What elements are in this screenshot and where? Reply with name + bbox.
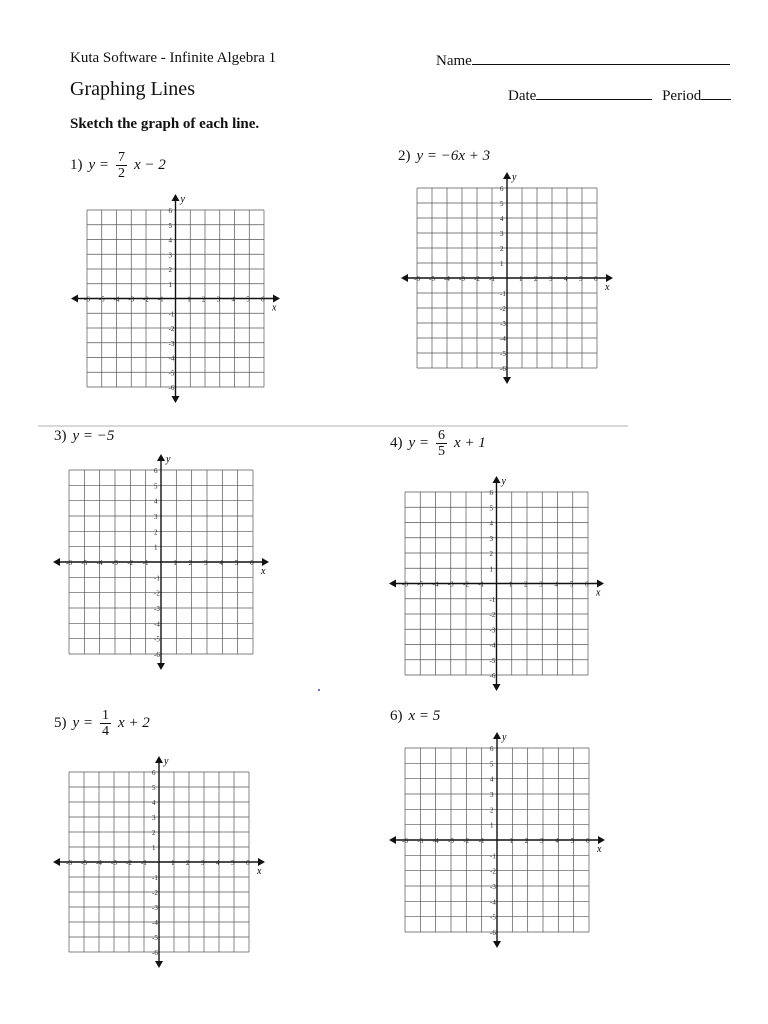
problem-5 xyxy=(54,708,150,739)
x-tick-label: -1 xyxy=(142,559,149,567)
y-tick-label: 5 xyxy=(489,504,493,513)
problem-6 xyxy=(390,708,440,725)
x-tick-label: 5 xyxy=(246,295,250,304)
y-tick-label: -2 xyxy=(500,305,506,313)
x-axis-right-arrow xyxy=(273,295,280,303)
stray-mark xyxy=(318,689,320,691)
equation-prefix: y = −5 xyxy=(72,428,115,444)
y-tick-label: 6 xyxy=(489,489,493,497)
y-axis-bottom-arrow xyxy=(172,396,180,403)
y-tick-label: 2 xyxy=(490,806,494,815)
y-tick-label: -2 xyxy=(154,589,160,598)
x-tick-label: 6 xyxy=(261,295,265,304)
y-axis-bottom-arrow xyxy=(493,941,501,948)
y-tick-label: -6 xyxy=(168,384,175,392)
y-tick-label: 3 xyxy=(490,791,494,799)
equation-prefix: y = xyxy=(88,157,110,173)
x-tick-label: -3 xyxy=(112,559,118,567)
equation-prefix: y = xyxy=(72,715,94,731)
x-tick-label: 2 xyxy=(188,559,193,567)
y-tick-label: 4 xyxy=(489,519,493,528)
x-tick-label: -3 xyxy=(459,275,465,283)
x-axis-right-arrow xyxy=(262,558,269,566)
y-tick-label: 1 xyxy=(154,543,158,552)
y-tick-label: -4 xyxy=(489,641,496,650)
x-axis-left-arrow xyxy=(53,558,60,566)
y-tick-label: 5 xyxy=(500,200,504,208)
x-tick-label: 1 xyxy=(187,295,191,304)
x-tick-label: 6 xyxy=(594,275,598,283)
equation-suffix: x − 2 xyxy=(134,157,166,173)
x-tick-label: 4 xyxy=(555,837,559,845)
x-tick-label: 1 xyxy=(519,275,523,283)
x-axis-label: x xyxy=(257,866,262,877)
y-tick-label: 4 xyxy=(490,775,494,784)
grid-group xyxy=(401,172,613,384)
x-tick-label: 2 xyxy=(524,580,528,589)
x-tick-label: 5 xyxy=(579,275,583,283)
y-tick-label: 2 xyxy=(168,266,172,274)
y-tick-label: -2 xyxy=(152,889,158,897)
y-axis-label: y xyxy=(164,756,169,767)
publisher-line: Kuta Software - Infinite Algebra 1 xyxy=(70,50,277,66)
y-tick-label: -5 xyxy=(500,350,506,358)
x-tick-label: -2 xyxy=(127,559,134,567)
equation-fraction: $\frac{6}{5}$ xyxy=(438,428,446,459)
coordinate-grid-3[interactable] xyxy=(47,448,275,676)
x-tick-label: 1 xyxy=(509,837,513,845)
problem-3 xyxy=(54,428,114,445)
equation-prefix: y = xyxy=(408,435,430,451)
y-tick-label: 3 xyxy=(152,814,156,822)
y-tick-label: -6 xyxy=(490,929,496,937)
y-tick-label: -3 xyxy=(500,320,506,328)
x-tick-label: -5 xyxy=(429,275,435,283)
x-tick-label: -3 xyxy=(447,580,454,589)
y-axis-label: y xyxy=(501,476,506,487)
y-tick-label: 4 xyxy=(154,497,158,506)
x-tick-label: -2 xyxy=(463,837,470,845)
x-tick-label: -1 xyxy=(478,580,485,589)
coordinate-grid-5[interactable] xyxy=(47,750,271,974)
y-tick-label: 1 xyxy=(489,565,493,574)
x-axis-left-arrow xyxy=(389,580,396,588)
x-axis-label: x xyxy=(597,844,602,855)
y-tick-label: -4 xyxy=(500,335,506,343)
y-tick-label: 1 xyxy=(500,260,504,268)
y-tick-label: 5 xyxy=(168,221,172,230)
x-axis-right-arrow xyxy=(258,858,265,866)
x-tick-label: -5 xyxy=(98,295,105,304)
equation-fraction: $\frac{1}{4}$ xyxy=(102,708,110,739)
equation-suffix: x + 1 xyxy=(454,435,486,451)
page-title: Graphing Lines xyxy=(70,78,195,100)
y-tick-label: 1 xyxy=(490,821,494,830)
x-axis-label: x xyxy=(605,282,610,293)
grid-group xyxy=(389,476,604,691)
x-tick-label: -4 xyxy=(432,580,439,589)
y-tick-label: -3 xyxy=(490,883,496,891)
y-tick-label: 2 xyxy=(489,550,493,558)
x-tick-label: -6 xyxy=(414,275,420,283)
y-tick-label: -1 xyxy=(154,574,160,583)
x-axis-left-arrow xyxy=(389,836,396,844)
y-tick-label: -3 xyxy=(154,605,160,613)
x-tick-label: 4 xyxy=(564,275,568,283)
y-axis-top-arrow xyxy=(503,172,511,179)
x-tick-label: -5 xyxy=(81,859,87,867)
y-tick-label: 5 xyxy=(490,760,494,769)
x-tick-label: 4 xyxy=(231,295,235,304)
coordinate-grid-2[interactable] xyxy=(395,166,619,390)
y-axis-bottom-arrow xyxy=(155,961,163,968)
y-tick-label: -3 xyxy=(489,626,496,635)
y-tick-label: -6 xyxy=(154,651,160,659)
date-blank[interactable] xyxy=(536,85,652,100)
x-tick-label: -1 xyxy=(141,859,147,867)
x-tick-label: 1 xyxy=(173,559,177,567)
instructions: Sketch the graph of each line. xyxy=(70,116,260,132)
problem-4 xyxy=(390,428,486,459)
x-tick-label: -2 xyxy=(143,295,149,304)
y-tick-label: -4 xyxy=(152,919,158,927)
y-tick-label: 3 xyxy=(168,251,172,260)
x-tick-label: 1 xyxy=(171,859,175,867)
x-tick-label: 4 xyxy=(219,559,223,567)
x-tick-label: -2 xyxy=(463,580,469,589)
y-tick-label: 5 xyxy=(152,784,156,792)
y-axis-label: y xyxy=(166,454,171,465)
y-tick-label: -2 xyxy=(168,325,175,333)
grid-group xyxy=(53,454,269,670)
x-tick-label: -4 xyxy=(113,295,120,304)
x-tick-label: 6 xyxy=(585,580,589,589)
y-tick-label: -1 xyxy=(500,290,506,298)
name-blank[interactable] xyxy=(472,50,730,65)
x-tick-label: -4 xyxy=(432,837,439,845)
y-tick-label: 6 xyxy=(168,207,172,215)
y-tick-label: 3 xyxy=(154,513,158,521)
y-axis-top-arrow xyxy=(157,454,165,461)
x-tick-label: -6 xyxy=(402,580,408,589)
problem-number: 6) xyxy=(390,708,403,724)
problem-number: 3) xyxy=(54,428,67,444)
y-axis-label: y xyxy=(512,172,517,183)
x-tick-label: 2 xyxy=(202,295,206,304)
x-tick-label: 6 xyxy=(246,859,250,867)
equation-suffix: x + 2 xyxy=(118,715,150,731)
problem-number: 4) xyxy=(390,435,403,451)
x-tick-label: -6 xyxy=(402,837,408,845)
y-tick-label: -5 xyxy=(154,635,160,644)
x-tick-label: -4 xyxy=(96,859,102,867)
y-tick-label: -4 xyxy=(168,354,175,363)
x-tick-label: -4 xyxy=(444,275,450,283)
equation-prefix: y = −6x + 3 xyxy=(416,148,491,164)
x-tick-label: 2 xyxy=(534,275,538,283)
y-axis-top-arrow xyxy=(493,732,501,739)
x-tick-label: 3 xyxy=(549,275,553,283)
problem-1 xyxy=(70,150,166,181)
x-axis-left-arrow xyxy=(401,274,408,282)
coordinate-grid-1[interactable] xyxy=(65,188,286,409)
x-tick-label: 5 xyxy=(231,859,235,867)
problem-number: 5) xyxy=(54,715,67,731)
x-axis-label: x xyxy=(596,587,601,599)
y-tick-label: 3 xyxy=(500,230,504,238)
x-tick-label: -6 xyxy=(66,559,72,567)
x-axis-right-arrow xyxy=(598,836,605,844)
y-tick-label: 4 xyxy=(168,236,172,245)
x-axis-right-arrow xyxy=(597,580,604,588)
x-axis-left-arrow xyxy=(71,295,78,303)
x-tick-label: -1 xyxy=(478,837,485,845)
y-axis-bottom-arrow xyxy=(157,663,165,670)
x-axis-right-arrow xyxy=(606,274,613,282)
x-tick-label: 6 xyxy=(250,559,254,567)
y-tick-label: 2 xyxy=(154,528,158,537)
y-tick-label: 1 xyxy=(168,280,172,289)
y-tick-label: -1 xyxy=(489,595,496,604)
y-tick-label: 5 xyxy=(154,482,158,491)
y-axis-top-arrow xyxy=(172,194,180,201)
y-tick-label: -4 xyxy=(490,898,496,907)
problem-number: 1) xyxy=(70,157,83,173)
x-tick-label: -1 xyxy=(157,295,164,304)
y-tick-label: 3 xyxy=(489,534,493,543)
y-tick-label: 6 xyxy=(500,185,504,193)
x-tick-label: 2 xyxy=(524,837,529,845)
y-tick-label: 6 xyxy=(152,769,156,777)
x-tick-label: 1 xyxy=(508,580,513,589)
x-tick-label: -3 xyxy=(111,859,117,867)
period-label: Period xyxy=(662,88,702,104)
x-tick-label: -5 xyxy=(417,837,424,845)
y-tick-label: -4 xyxy=(154,620,160,629)
date-period-fields[interactable] xyxy=(508,85,731,105)
y-tick-label: -5 xyxy=(152,934,158,942)
x-tick-label: -3 xyxy=(448,837,454,845)
y-axis-bottom-arrow xyxy=(493,684,501,691)
y-axis-bottom-arrow xyxy=(503,377,511,384)
section-divider xyxy=(38,425,628,427)
x-tick-label: 5 xyxy=(234,559,239,567)
x-tick-label: 3 xyxy=(201,859,205,867)
x-axis-label: x xyxy=(272,302,277,314)
name-field[interactable] xyxy=(436,50,730,70)
y-tick-label: -5 xyxy=(490,913,496,922)
coordinate-grid-6[interactable] xyxy=(383,726,611,954)
period-blank[interactable] xyxy=(701,85,731,100)
y-tick-label: 4 xyxy=(500,215,504,223)
name-label: Name xyxy=(436,53,472,69)
date-label: Date xyxy=(508,88,537,104)
x-tick-label: 3 xyxy=(539,580,543,589)
y-tick-label: -6 xyxy=(500,365,506,373)
coordinate-grid-4[interactable] xyxy=(383,470,610,697)
x-axis-label: x xyxy=(261,566,266,577)
y-tick-label: -5 xyxy=(168,369,175,378)
x-tick-label: -2 xyxy=(126,859,132,867)
y-tick-label: -1 xyxy=(152,874,158,882)
y-tick-label: 6 xyxy=(154,467,158,475)
y-tick-label: -3 xyxy=(152,904,158,912)
grid-group xyxy=(53,756,265,968)
x-tick-label: -6 xyxy=(84,295,90,304)
x-tick-label: 3 xyxy=(216,295,221,304)
y-tick-label: -6 xyxy=(489,672,496,680)
x-tick-label: 3 xyxy=(204,559,208,567)
y-tick-label: 4 xyxy=(152,799,156,807)
x-tick-label: 4 xyxy=(216,859,220,867)
x-tick-label: -5 xyxy=(417,580,424,589)
y-axis-top-arrow xyxy=(493,476,501,483)
y-tick-label: 2 xyxy=(152,829,156,837)
x-tick-label: -4 xyxy=(96,559,103,567)
x-tick-label: -1 xyxy=(489,275,495,283)
y-tick-label: -1 xyxy=(168,310,175,319)
equation-fraction: $\frac{7}{2}$ xyxy=(118,150,126,181)
problem-2 xyxy=(398,148,490,165)
y-tick-label: 1 xyxy=(152,844,156,852)
y-tick-label: -2 xyxy=(490,867,496,876)
x-tick-label: -3 xyxy=(128,295,135,304)
problem-number: 2) xyxy=(398,148,411,164)
y-tick-label: -3 xyxy=(168,339,175,348)
x-tick-label: 4 xyxy=(554,580,558,589)
x-tick-label: 6 xyxy=(586,837,590,845)
x-tick-label: 5 xyxy=(569,580,574,589)
x-tick-label: -6 xyxy=(66,859,72,867)
x-tick-label: -2 xyxy=(474,275,480,283)
y-tick-label: -5 xyxy=(489,656,496,665)
y-tick-label: -1 xyxy=(490,852,496,861)
equation-prefix: x = 5 xyxy=(408,708,441,724)
x-axis-left-arrow xyxy=(53,858,60,866)
y-axis-label: y xyxy=(502,732,507,743)
y-axis-label: y xyxy=(180,194,185,205)
y-tick-label: -6 xyxy=(152,949,158,957)
x-tick-label: 2 xyxy=(186,859,190,867)
y-tick-label: 6 xyxy=(490,745,494,753)
y-tick-label: 2 xyxy=(500,245,504,253)
x-tick-label: 3 xyxy=(540,837,544,845)
y-tick-label: -2 xyxy=(489,611,496,619)
grid-group xyxy=(71,194,280,403)
grid-group xyxy=(389,732,605,948)
y-axis-top-arrow xyxy=(155,756,163,763)
x-tick-label: 5 xyxy=(570,837,575,845)
x-tick-label: -5 xyxy=(81,559,88,567)
